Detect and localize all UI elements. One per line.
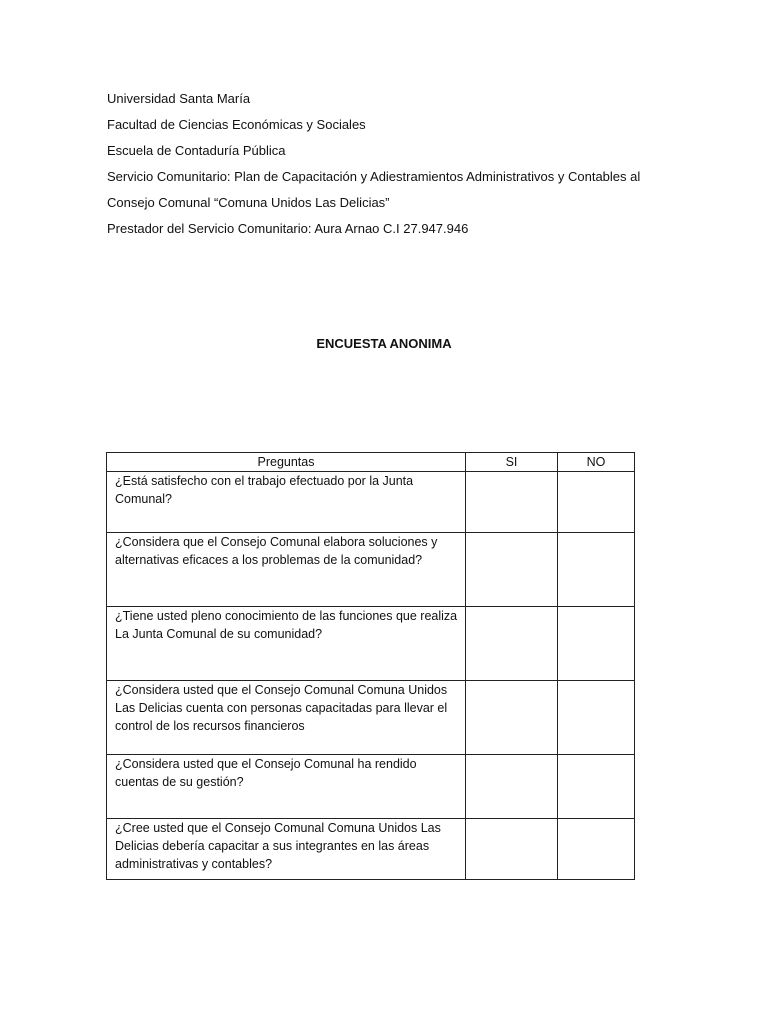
- table-row: [107, 681, 635, 755]
- no-answer-cell[interactable]: [558, 607, 635, 681]
- no-answer-cell[interactable]: [558, 755, 635, 819]
- si-answer-cell[interactable]: [466, 755, 558, 819]
- si-answer-cell[interactable]: [466, 681, 558, 755]
- survey-title: ENCUESTA ANONIMA: [316, 336, 452, 351]
- si-answer-cell[interactable]: [466, 819, 558, 880]
- university-name: Universidad Santa María: [107, 91, 251, 106]
- table-row: [107, 533, 635, 607]
- si-answer-cell[interactable]: [466, 607, 558, 681]
- table-row: [107, 755, 635, 819]
- question-cell: ¿Considera usted que el Consejo Comunal ha rendido cuentas de su gestión?: [107, 755, 466, 819]
- document-header: [107, 90, 667, 246]
- si-column-header: SI: [466, 453, 558, 472]
- no-answer-cell[interactable]: [558, 533, 635, 607]
- table-header-row: [107, 453, 635, 472]
- question-cell: ¿Está satisfecho con el trabajo efectuado por la Junta Comunal?: [107, 472, 466, 533]
- question-cell: ¿Considera que el Consejo Comunal elabora soluciones y alternativas eficaces a los problemas de la comunidad?: [107, 533, 466, 607]
- table-row: [107, 472, 635, 533]
- si-answer-cell[interactable]: [466, 472, 558, 533]
- no-column-header: NO: [558, 453, 635, 472]
- table-row: [107, 819, 635, 880]
- si-answer-cell[interactable]: [466, 533, 558, 607]
- survey-table: [106, 452, 635, 880]
- community-service-line: Servicio Comunitario: Plan de Capacitación y Adiestramientos Administrativos y Contables al: [107, 169, 641, 184]
- community-council-line: Consejo Comunal “Comuna Unidos Las Delicias”: [107, 195, 390, 210]
- table-row: [107, 607, 635, 681]
- school-name: Escuela de Contaduría Pública: [107, 143, 286, 158]
- no-answer-cell[interactable]: [558, 681, 635, 755]
- question-cell: ¿Tiene usted pleno conocimiento de las funciones que realiza La Junta Comunal de su comunidad?: [107, 607, 466, 681]
- faculty-name: Facultad de Ciencias Económicas y Sociales: [107, 117, 366, 132]
- questions-column-header: Preguntas: [107, 453, 466, 472]
- no-answer-cell[interactable]: [558, 819, 635, 880]
- service-provider-line: Prestador del Servicio Comunitario: Aura Arnao C.I 27.947.946: [107, 221, 469, 236]
- question-cell: ¿Considera usted que el Consejo Comunal Comuna Unidos Las Delicias cuenta con personas capacitadas para llevar el control de los recursos financieros: [107, 681, 466, 755]
- question-cell: ¿Cree usted que el Consejo Comunal Comuna Unidos Las Delicias debería capacitar a sus integrantes en las áreas administrativas y contables?: [107, 819, 466, 880]
- no-answer-cell[interactable]: [558, 472, 635, 533]
